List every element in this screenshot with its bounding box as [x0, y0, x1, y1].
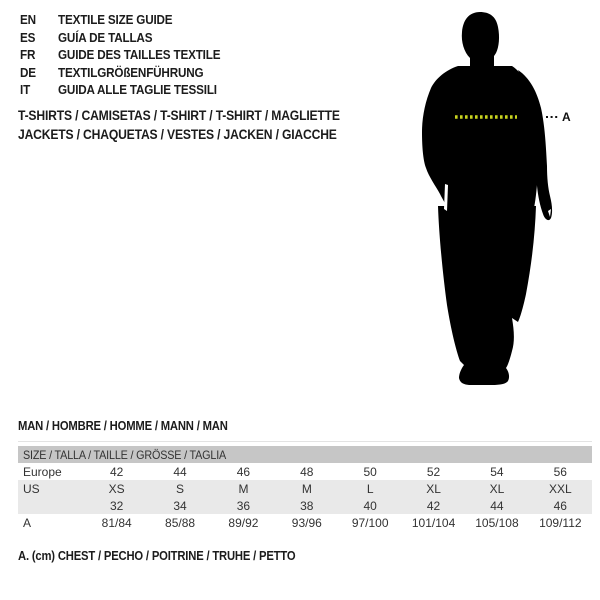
language-list: [20, 11, 238, 99]
table-cell: 56: [553, 464, 567, 479]
table-cell: 36: [236, 498, 251, 513]
row-label: A: [23, 515, 32, 530]
table-cell: 42: [110, 464, 124, 479]
language-label: TEXTILE SIZE GUIDE: [58, 12, 173, 28]
table-cell: 89/92: [228, 515, 259, 530]
table-cell: 54: [490, 464, 504, 479]
table-cell: 32: [110, 498, 124, 513]
table-cell: M: [301, 481, 312, 496]
table-cell: 97/100: [351, 515, 389, 530]
table-cell: L: [366, 481, 374, 496]
row-label: US: [23, 481, 40, 496]
table-row: [18, 480, 592, 497]
language-row: [20, 81, 238, 99]
table-cell: M: [238, 481, 249, 496]
torso-shape: [422, 66, 538, 208]
table-cell: 101/104: [411, 515, 456, 530]
language-row: [20, 11, 238, 29]
table-cell: 109/112: [539, 515, 582, 530]
silhouette-shapes: [422, 12, 552, 385]
language-code: FR: [20, 47, 36, 63]
language-label: TEXTILGRÖßENFÜHRUNG: [58, 64, 204, 80]
measure-label-a: A: [562, 110, 571, 124]
row-label: Europe: [23, 464, 62, 479]
table-cell: XS: [108, 481, 125, 496]
size-table-rows: [18, 463, 592, 531]
table-cell: 93/96: [291, 515, 322, 530]
table-cell: 50: [363, 464, 377, 479]
table-cell: 38: [300, 498, 314, 513]
table-row: [18, 497, 592, 514]
language-code: DE: [20, 64, 36, 80]
language-label: GUIDE DES TAILLES TEXTILE: [58, 47, 221, 63]
measurement-footnote: A. (cm) CHEST / PECHO / POITRINE / TRUHE / PETTO: [18, 549, 296, 563]
size-table: [18, 441, 592, 531]
legs-shape: [438, 206, 536, 385]
category-line-jackets: JACKETS / CHAQUETAS / VESTES / JACKEN / GIACCHE: [18, 126, 337, 142]
language-label: GUIDA ALLE TAGLIE TESSILI: [58, 82, 217, 98]
category-line-tshirts: T-SHIRTS / CAMISETAS / T-SHIRT / T-SHIRT / MAGLIETTE: [18, 108, 340, 123]
table-cell: 48: [300, 464, 314, 479]
table-cell: 81/84: [101, 515, 132, 530]
table-cell: 52: [426, 464, 441, 479]
table-cell: 105/108: [475, 515, 519, 530]
language-code: ES: [20, 29, 36, 45]
table-cell: XL: [426, 481, 441, 496]
category-lines: [18, 107, 376, 144]
man-silhouette-figure: [418, 8, 563, 386]
language-row: [20, 29, 238, 47]
language-code: EN: [20, 12, 36, 28]
section-title-man: MAN / HOMBRE / HOMME / MANN / MAN: [18, 419, 228, 433]
language-row: [20, 46, 238, 64]
table-cell: 85/88: [165, 515, 196, 530]
table-cell: 46: [553, 498, 567, 513]
table-cell: 44: [490, 498, 504, 513]
table-cell: XXL: [548, 481, 572, 496]
man-silhouette-svg: [418, 8, 563, 386]
table-cell: S: [176, 481, 185, 496]
language-code: IT: [20, 82, 31, 98]
size-table-header: SIZE / TALLA / TAILLE / GRÖSSE / TAGLIA: [18, 446, 592, 463]
table-cell: 44: [173, 464, 187, 479]
language-row: [20, 64, 238, 82]
table-cell: XL: [489, 481, 505, 496]
table-cell: 46: [236, 464, 251, 479]
table-cell: 40: [363, 498, 377, 513]
language-label: GUÍA DE TALLAS: [58, 29, 153, 45]
table-row: [18, 514, 592, 531]
table-row: [18, 463, 592, 480]
table-cell: 42: [426, 498, 441, 513]
table-cell: 34: [173, 498, 187, 513]
